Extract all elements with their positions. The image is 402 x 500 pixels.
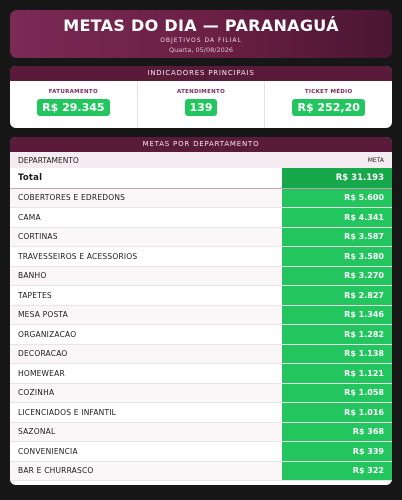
department-meta: R$ 368 — [282, 422, 392, 442]
department-name: CORTINAS — [10, 227, 282, 247]
department-name: BAR E CHURRASCO — [10, 461, 282, 481]
department-meta: R$ 3.580 — [282, 247, 392, 267]
department-meta: R$ 1.016 — [282, 403, 392, 423]
kpi-value: 139 — [185, 99, 218, 116]
kpi-label: ATENDIMENTO — [176, 89, 226, 95]
kpi-value: R$ 252,20 — [292, 99, 364, 116]
table-row — [10, 403, 392, 423]
column-header-department: DEPARTAMENTO — [10, 152, 282, 168]
department-name: MESA POSTA — [10, 305, 282, 325]
department-panel — [10, 137, 392, 485]
kpi-label: TICKET MÉDIO — [304, 89, 353, 95]
department-name: CAMA — [10, 208, 282, 228]
department-meta: R$ 322 — [282, 461, 392, 481]
table-row — [10, 344, 392, 364]
department-meta: R$ 5.600 — [282, 188, 392, 208]
table-row — [10, 383, 392, 403]
department-name: TAPETES — [10, 286, 282, 306]
department-meta: R$ 1.058 — [282, 383, 392, 403]
page-header — [10, 10, 392, 58]
kpi-panel-heading: INDICADORES PRINCIPAIS — [10, 66, 392, 81]
department-name: BANHO — [10, 266, 282, 286]
department-meta: R$ 1.346 — [282, 305, 392, 325]
kpi-panel — [10, 66, 392, 128]
table-row — [10, 247, 392, 267]
table-row — [10, 461, 392, 481]
department-meta: R$ 2.827 — [282, 286, 392, 306]
column-header-meta: META — [282, 152, 392, 168]
table-row — [10, 266, 392, 286]
department-table — [10, 152, 392, 481]
page-title: METAS DO DIA — PARANAGUÁ — [63, 16, 339, 35]
table-row — [10, 286, 392, 306]
department-panel-heading: METAS POR DEPARTAMENTO — [10, 137, 392, 152]
table-row — [10, 188, 392, 208]
kpi-label: FATURAMENTO — [48, 89, 98, 95]
department-name: SAZONAL — [10, 422, 282, 442]
department-meta: R$ 1.282 — [282, 325, 392, 345]
department-name: HOMEWEAR — [10, 364, 282, 384]
department-meta: R$ 3.587 — [282, 227, 392, 247]
table-row — [10, 208, 392, 228]
department-name: CONVENIENCIA — [10, 442, 282, 462]
department-name: COZINHA — [10, 383, 282, 403]
department-meta: R$ 1.138 — [282, 344, 392, 364]
kpi-faturamento — [10, 81, 138, 128]
department-name: ORGANIZACAO — [10, 325, 282, 345]
department-meta: R$ 4.341 — [282, 208, 392, 228]
total-label: Total — [10, 168, 282, 188]
department-name: COBERTORES E EDREDONS — [10, 188, 282, 208]
department-meta: R$ 339 — [282, 442, 392, 462]
table-header-row — [10, 152, 392, 168]
department-meta: R$ 1.121 — [282, 364, 392, 384]
total-row — [10, 168, 392, 188]
table-row — [10, 305, 392, 325]
department-meta: R$ 3.270 — [282, 266, 392, 286]
table-row — [10, 227, 392, 247]
table-row — [10, 325, 392, 345]
kpi-row — [10, 81, 392, 128]
table-row — [10, 422, 392, 442]
department-name: TRAVESSEIROS E ACESSORIOS — [10, 247, 282, 267]
department-name: LICENCIADOS E INFANTIL — [10, 403, 282, 423]
department-name: DECORACAO — [10, 344, 282, 364]
kpi-value: R$ 29.345 — [37, 99, 109, 116]
page-date: Quarta, 05/08/2026 — [168, 46, 234, 54]
table-row — [10, 442, 392, 462]
total-value: R$ 31.193 — [282, 168, 392, 188]
table-row — [10, 364, 392, 384]
page-subtitle: OBJETIVOS DA FILIAL — [160, 37, 242, 44]
kpi-ticket-medio — [265, 81, 392, 128]
kpi-atendimento — [138, 81, 266, 128]
